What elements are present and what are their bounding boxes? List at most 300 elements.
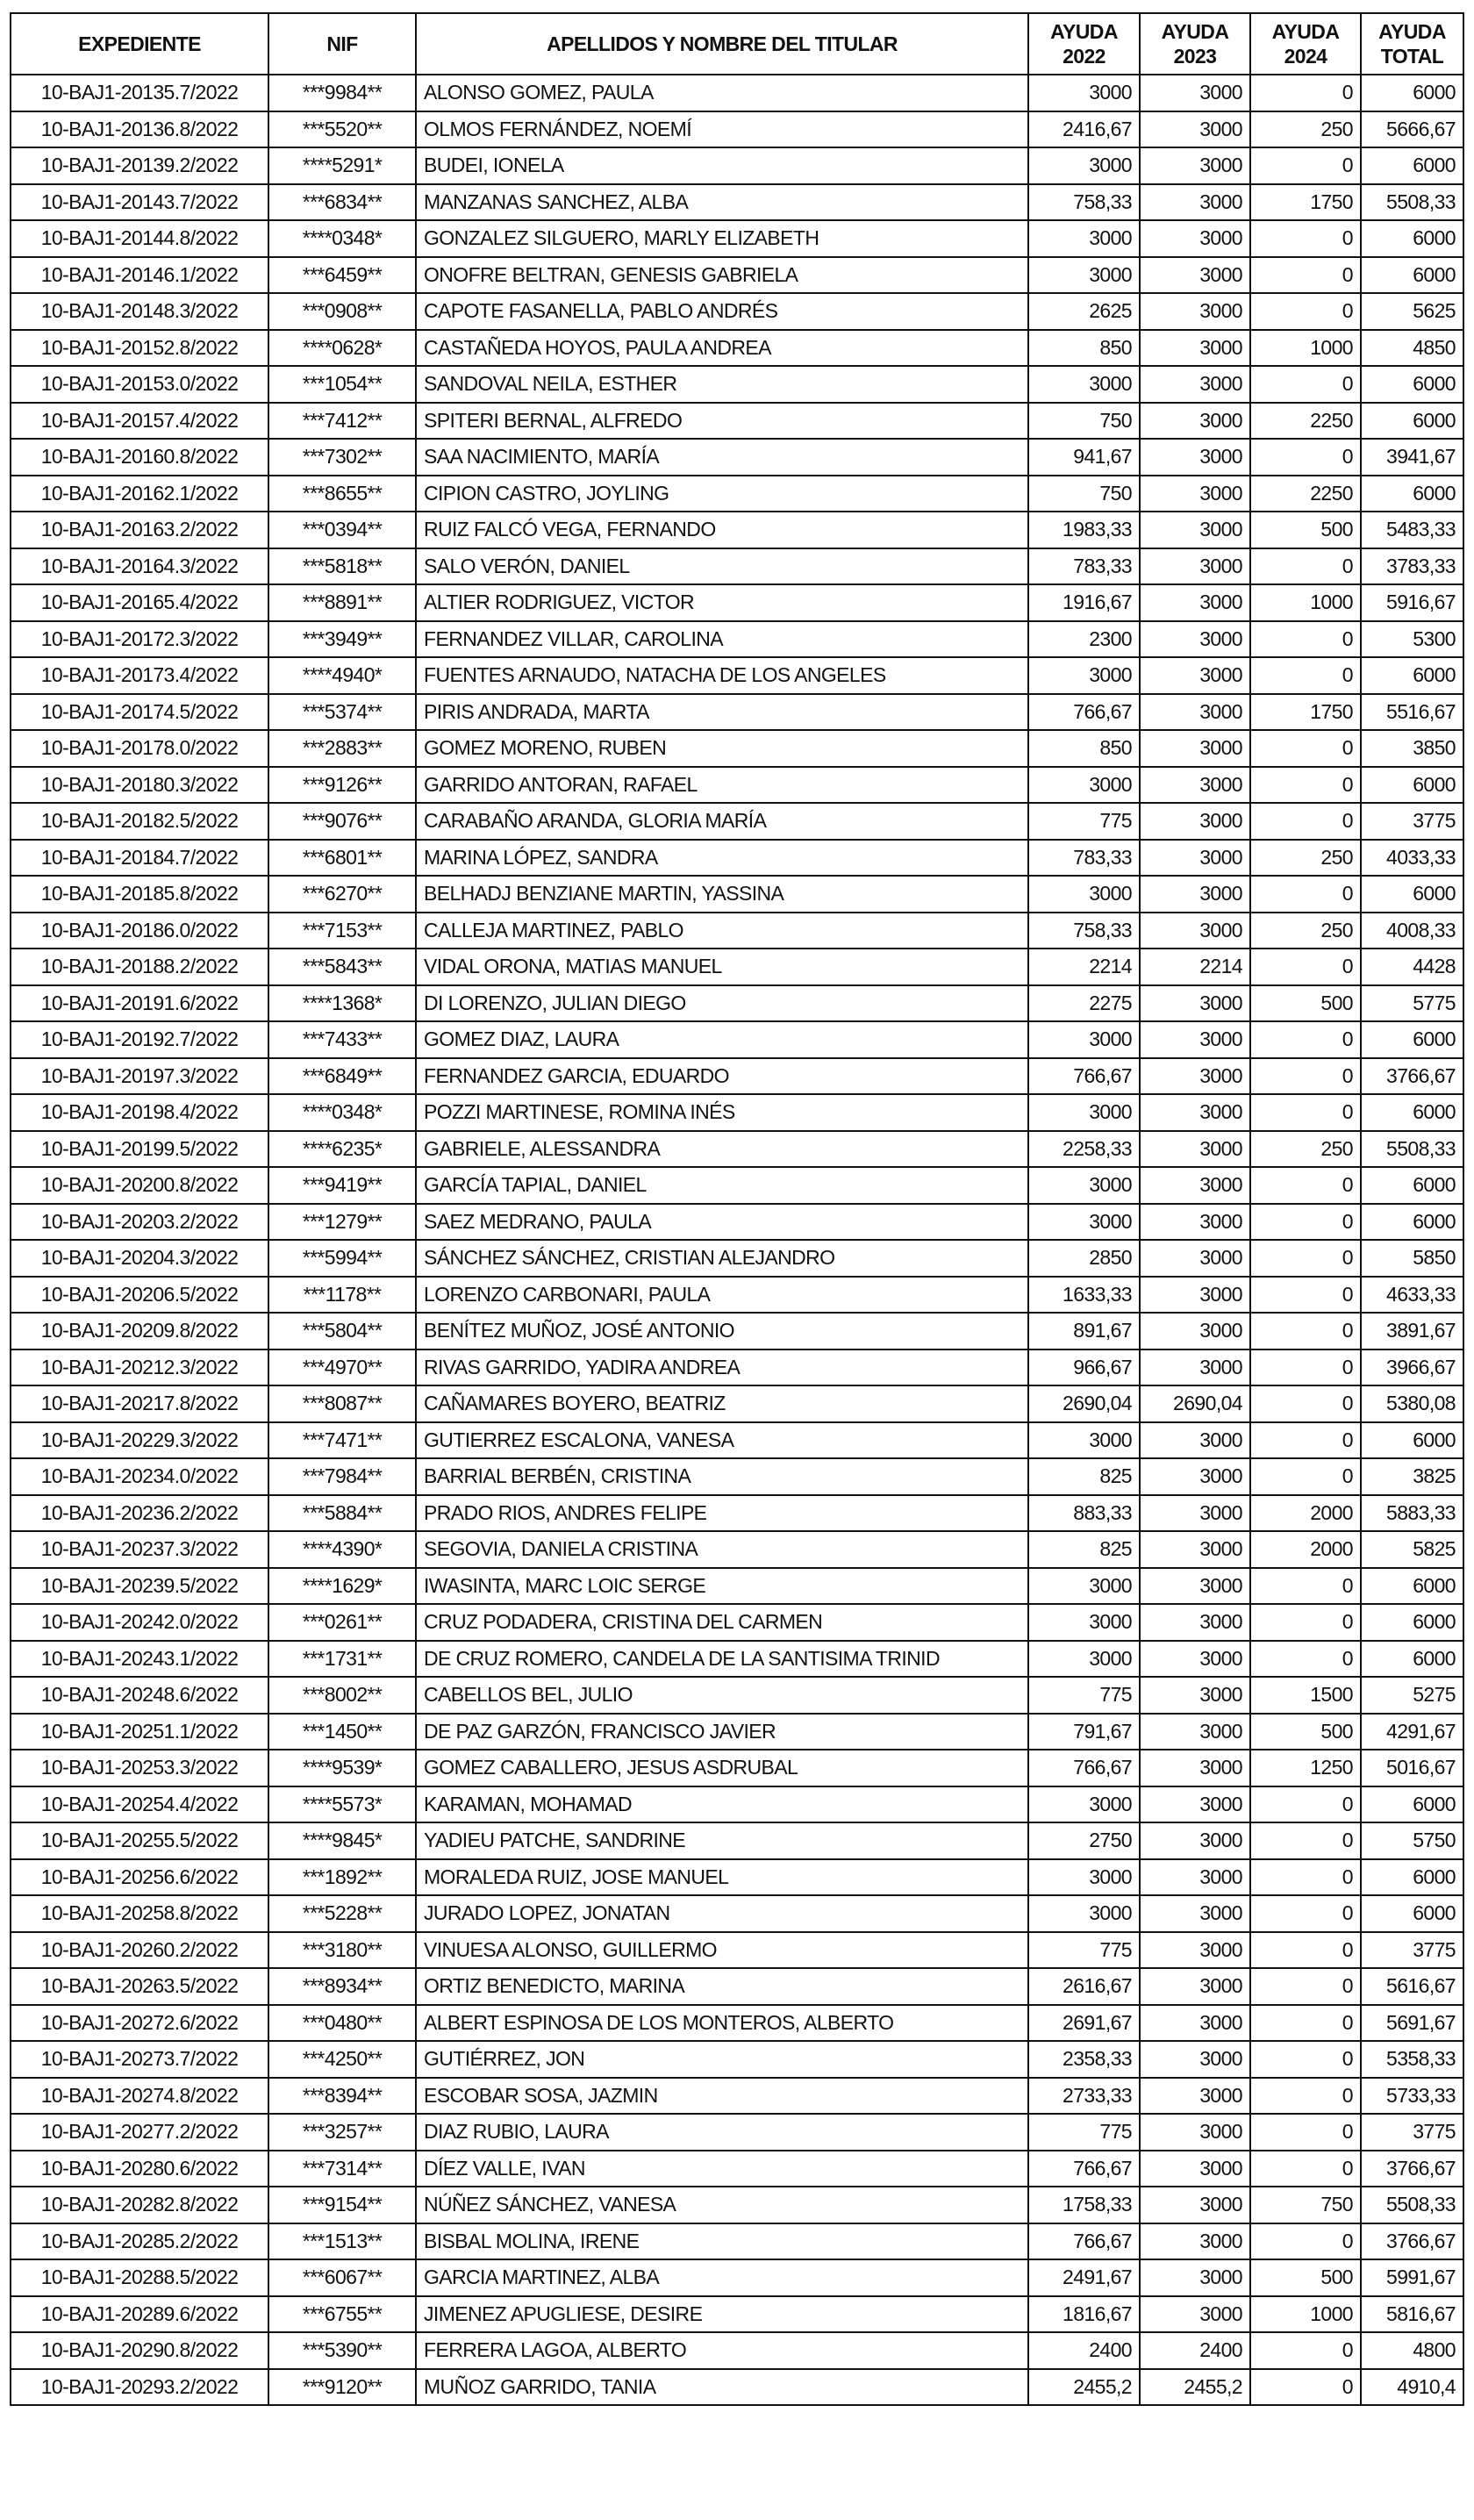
expediente-cell: 10-BAJ1-20234.0/2022 [11,1458,268,1495]
ayuda-total-cell: 5666,67 [1361,111,1463,148]
titular-cell: SANDOVAL NEILA, ESTHER [416,366,1028,403]
header-label: AYUDA [1161,20,1229,43]
header-titular: APELLIDOS Y NOMBRE DEL TITULAR [416,13,1028,75]
nif-cell: ***6067** [268,2259,416,2296]
titular-cell: YADIEU PATCHE, SANDRINE [416,1822,1028,1859]
nif-cell: ***9984** [268,75,416,111]
expediente-cell: 10-BAJ1-20274.8/2022 [11,2078,268,2115]
ayuda-total-cell: 6000 [1361,1786,1463,1823]
ayuda-2024-cell: 0 [1250,1822,1361,1859]
titular-cell: ALONSO GOMEZ, PAULA [416,75,1028,111]
ayuda-2022-cell: 3000 [1028,366,1140,403]
ayuda-2023-cell: 3000 [1140,1131,1250,1168]
header-ayuda-2023 [1140,13,1250,75]
expediente-cell: 10-BAJ1-20180.3/2022 [11,767,268,804]
table-row [11,1495,1463,1532]
nif-cell: ***6270** [268,876,416,913]
ayuda-2024-cell: 0 [1250,657,1361,694]
ayuda-2022-cell: 1916,67 [1028,584,1140,621]
table-row [11,767,1463,804]
ayuda-2023-cell: 3000 [1140,2296,1250,2333]
ayuda-2024-cell: 0 [1250,366,1361,403]
ayuda-2024-cell: 0 [1250,1422,1361,1459]
ayuda-2024-cell: 0 [1250,1641,1361,1678]
table-row [11,512,1463,548]
ayuda-2024-cell: 2250 [1250,476,1361,512]
titular-cell: PRADO RIOS, ANDRES FELIPE [416,1495,1028,1532]
ayuda-2023-cell: 3000 [1140,803,1250,840]
ayuda-total-cell: 5508,33 [1361,1131,1463,1168]
ayuda-total-cell: 5380,08 [1361,1385,1463,1422]
table-row [11,1458,1463,1495]
ayuda-2022-cell: 1816,67 [1028,2296,1140,2333]
expediente-cell: 10-BAJ1-20146.1/2022 [11,257,268,294]
expediente-cell: 10-BAJ1-20243.1/2022 [11,1641,268,1678]
ayuda-2024-cell: 0 [1250,2005,1361,2042]
ayuda-2024-cell: 1000 [1250,2296,1361,2333]
header-expediente: EXPEDIENTE [11,13,268,75]
ayuda-2023-cell: 3000 [1140,1568,1250,1605]
ayuda-total-cell: 5691,67 [1361,2005,1463,2042]
table-row [11,1859,1463,1896]
table-row [11,1714,1463,1750]
table-row [11,1786,1463,1823]
expediente-cell: 10-BAJ1-20239.5/2022 [11,1568,268,1605]
ayuda-total-cell: 5016,67 [1361,1750,1463,1786]
titular-cell: FERRERA LAGOA, ALBERTO [416,2332,1028,2369]
titular-cell: CARABAÑO ARANDA, GLORIA MARÍA [416,803,1028,840]
table-row [11,1277,1463,1314]
ayuda-2024-cell: 2000 [1250,1531,1361,1568]
ayuda-2023-cell: 3000 [1140,2078,1250,2115]
table-row [11,75,1463,111]
nif-cell: ***6801** [268,840,416,877]
expediente-cell: 10-BAJ1-20153.0/2022 [11,366,268,403]
ayuda-2023-cell: 3000 [1140,1604,1250,1641]
ayuda-total-cell: 6000 [1361,1422,1463,1459]
titular-cell: CIPION CASTRO, JOYLING [416,476,1028,512]
expediente-cell: 10-BAJ1-20197.3/2022 [11,1058,268,1095]
ayuda-2023-cell: 3000 [1140,220,1250,257]
table-row [11,1677,1463,1714]
header-year: 2023 [1173,45,1217,68]
expediente-cell: 10-BAJ1-20272.6/2022 [11,2005,268,2042]
titular-cell: ALBERT ESPINOSA DE LOS MONTEROS, ALBERTO [416,2005,1028,2042]
titular-cell: GARCIA MARTINEZ, ALBA [416,2259,1028,2296]
nif-cell: ***4250** [268,2041,416,2078]
table-row [11,1313,1463,1349]
ayuda-2023-cell: 3000 [1140,1750,1250,1786]
nif-cell: ****1629* [268,1568,416,1605]
ayuda-2022-cell: 3000 [1028,1167,1140,1204]
titular-cell: SÁNCHEZ SÁNCHEZ, CRISTIAN ALEJANDRO [416,1240,1028,1277]
ayuda-total-cell: 6000 [1361,1568,1463,1605]
ayuda-2022-cell: 3000 [1028,147,1140,184]
ayuda-total-cell: 4291,67 [1361,1714,1463,1750]
titular-cell: SAA NACIMIENTO, MARÍA [416,439,1028,476]
expediente-cell: 10-BAJ1-20229.3/2022 [11,1422,268,1459]
ayuda-total-cell: 6000 [1361,1094,1463,1131]
titular-cell: FERNANDEZ GARCIA, EDUARDO [416,1058,1028,1095]
nif-cell: ***6834** [268,184,416,221]
ayuda-2022-cell: 2258,33 [1028,1131,1140,1168]
ayuda-2023-cell: 3000 [1140,439,1250,476]
ayuda-2024-cell: 0 [1250,1167,1361,1204]
ayuda-2022-cell: 766,67 [1028,2223,1140,2260]
ayuda-2023-cell: 3000 [1140,1313,1250,1349]
nif-cell: ****4940* [268,657,416,694]
ayuda-2022-cell: 3000 [1028,767,1140,804]
ayuda-2022-cell: 775 [1028,803,1140,840]
ayuda-2023-cell: 2455,2 [1140,2369,1250,2406]
titular-cell: RIVAS GARRIDO, YADIRA ANDREA [416,1349,1028,1386]
titular-cell: SAEZ MEDRANO, PAULA [416,1204,1028,1241]
ayuda-2023-cell: 3000 [1140,403,1250,440]
ayuda-total-cell: 5516,67 [1361,694,1463,731]
ayuda-2022-cell: 3000 [1028,1568,1140,1605]
ayuda-2023-cell: 3000 [1140,1495,1250,1532]
nif-cell: ***5884** [268,1495,416,1532]
nif-cell: ****9845* [268,1822,416,1859]
expediente-cell: 10-BAJ1-20277.2/2022 [11,2114,268,2151]
table-row [11,657,1463,694]
titular-cell: SALO VERÓN, DANIEL [416,548,1028,585]
titular-cell: MUÑOZ GARRIDO, TANIA [416,2369,1028,2406]
nif-cell: ***5374** [268,694,416,731]
titular-cell: GUTIÉRREZ, JON [416,2041,1028,2078]
ayuda-2022-cell: 775 [1028,2114,1140,2151]
ayuda-2023-cell: 3000 [1140,366,1250,403]
table-row [11,293,1463,330]
table-row [11,1385,1463,1422]
ayuda-2022-cell: 758,33 [1028,913,1140,949]
ayuda-2024-cell: 250 [1250,913,1361,949]
ayuda-2022-cell: 2691,67 [1028,2005,1140,2042]
titular-cell: NÚÑEZ SÁNCHEZ, VANESA [416,2187,1028,2223]
nif-cell: ***9076** [268,803,416,840]
ayuda-2023-cell: 3000 [1140,293,1250,330]
ayuda-2024-cell: 2250 [1250,403,1361,440]
ayuda-2023-cell: 3000 [1140,657,1250,694]
expediente-cell: 10-BAJ1-20157.4/2022 [11,403,268,440]
table-row [11,1167,1463,1204]
table-row [11,184,1463,221]
titular-cell: MANZANAS SANCHEZ, ALBA [416,184,1028,221]
nif-cell: ****0348* [268,1094,416,1131]
ayuda-total-cell: 3941,67 [1361,439,1463,476]
expediente-cell: 10-BAJ1-20139.2/2022 [11,147,268,184]
ayuda-2024-cell: 0 [1250,1786,1361,1823]
ayuda-2023-cell: 3000 [1140,512,1250,548]
ayuda-2023-cell: 3000 [1140,1458,1250,1495]
ayuda-2022-cell: 2491,67 [1028,2259,1140,2296]
ayuda-2022-cell: 2455,2 [1028,2369,1140,2406]
ayuda-2024-cell: 0 [1250,1385,1361,1422]
header-ayuda-total [1361,13,1463,75]
ayuda-2024-cell: 0 [1250,803,1361,840]
ayuda-2024-cell: 0 [1250,1568,1361,1605]
expediente-cell: 10-BAJ1-20162.1/2022 [11,476,268,512]
nif-cell: ***7153** [268,913,416,949]
ayuda-2023-cell: 3000 [1140,1422,1250,1459]
titular-cell: JURADO LOPEZ, JONATAN [416,1895,1028,1932]
ayuda-2022-cell: 3000 [1028,1094,1140,1131]
ayuda-2024-cell: 0 [1250,257,1361,294]
ayuda-total-cell: 4008,33 [1361,913,1463,949]
ayuda-2023-cell: 3000 [1140,767,1250,804]
ayuda-2023-cell: 3000 [1140,1822,1250,1859]
expediente-cell: 10-BAJ1-20152.8/2022 [11,330,268,367]
expediente-cell: 10-BAJ1-20165.4/2022 [11,584,268,621]
ayuda-total-cell: 3775 [1361,1932,1463,1969]
ayuda-total-cell: 6000 [1361,403,1463,440]
ayuda-2022-cell: 3000 [1028,1422,1140,1459]
expediente-cell: 10-BAJ1-20191.6/2022 [11,985,268,1022]
ayuda-2022-cell: 750 [1028,403,1140,440]
ayuda-2022-cell: 791,67 [1028,1714,1140,1750]
titular-cell: PIRIS ANDRADA, MARTA [416,694,1028,731]
ayuda-2022-cell: 850 [1028,730,1140,767]
ayuda-2022-cell: 2733,33 [1028,2078,1140,2115]
ayuda-2023-cell: 2214 [1140,949,1250,985]
ayuda-total-cell: 3850 [1361,730,1463,767]
table-row [11,2005,1463,2042]
titular-cell: ESCOBAR SOSA, JAZMIN [416,2078,1028,2115]
ayuda-total-cell: 5508,33 [1361,2187,1463,2223]
titular-cell: CALLEJA MARTINEZ, PABLO [416,913,1028,949]
expediente-cell: 10-BAJ1-20174.5/2022 [11,694,268,731]
titular-cell: GUTIERREZ ESCALONA, VANESA [416,1422,1028,1459]
header-label: AYUDA [1050,20,1118,43]
expediente-cell: 10-BAJ1-20209.8/2022 [11,1313,268,1349]
beneficiaries-table [10,12,1464,2406]
titular-cell: CASTAÑEDA HOYOS, PAULA ANDREA [416,330,1028,367]
ayuda-2024-cell: 0 [1250,1604,1361,1641]
ayuda-2022-cell: 850 [1028,330,1140,367]
nif-cell: ***1450** [268,1714,416,1750]
ayuda-2022-cell: 891,67 [1028,1313,1140,1349]
titular-cell: VIDAL ORONA, MATIAS MANUEL [416,949,1028,985]
expediente-cell: 10-BAJ1-20206.5/2022 [11,1277,268,1314]
ayuda-2024-cell: 500 [1250,1714,1361,1750]
titular-cell: KARAMAN, MOHAMAD [416,1786,1028,1823]
ayuda-2022-cell: 825 [1028,1531,1140,1568]
expediente-cell: 10-BAJ1-20254.4/2022 [11,1786,268,1823]
ayuda-2023-cell: 3000 [1140,111,1250,148]
ayuda-2024-cell: 0 [1250,1895,1361,1932]
titular-cell: GOMEZ CABALLERO, JESUS ASDRUBAL [416,1750,1028,1786]
header-label: AYUDA [1271,20,1340,43]
ayuda-2023-cell: 2690,04 [1140,1385,1250,1422]
ayuda-2024-cell: 250 [1250,111,1361,148]
table-row [11,147,1463,184]
ayuda-2024-cell: 0 [1250,2041,1361,2078]
table-row [11,949,1463,985]
ayuda-2024-cell: 0 [1250,1968,1361,2005]
titular-cell: GOMEZ MORENO, RUBEN [416,730,1028,767]
ayuda-2024-cell: 1000 [1250,330,1361,367]
ayuda-total-cell: 5775 [1361,985,1463,1022]
ayuda-total-cell: 4033,33 [1361,840,1463,877]
ayuda-2022-cell: 3000 [1028,1641,1140,1678]
nif-cell: ***7302** [268,439,416,476]
ayuda-2024-cell: 250 [1250,840,1361,877]
expediente-cell: 10-BAJ1-20204.3/2022 [11,1240,268,1277]
table-row [11,621,1463,658]
ayuda-2023-cell: 3000 [1140,1058,1250,1095]
table-row [11,730,1463,767]
ayuda-2024-cell: 0 [1250,439,1361,476]
table-row [11,1240,1463,1277]
expediente-cell: 10-BAJ1-20237.3/2022 [11,1531,268,1568]
ayuda-2024-cell: 0 [1250,949,1361,985]
nif-cell: ***9154** [268,2187,416,2223]
table-row [11,1021,1463,1058]
titular-cell: GARCÍA TAPIAL, DANIEL [416,1167,1028,1204]
expediente-cell: 10-BAJ1-20198.4/2022 [11,1094,268,1131]
ayuda-total-cell: 5916,67 [1361,584,1463,621]
ayuda-2022-cell: 3000 [1028,657,1140,694]
header-ayuda-2022 [1028,13,1140,75]
ayuda-2023-cell: 3000 [1140,1204,1250,1241]
ayuda-2022-cell: 2214 [1028,949,1140,985]
ayuda-2022-cell: 750 [1028,476,1140,512]
expediente-cell: 10-BAJ1-20260.2/2022 [11,1932,268,1969]
expediente-cell: 10-BAJ1-20289.6/2022 [11,2296,268,2333]
ayuda-2023-cell: 3000 [1140,985,1250,1022]
ayuda-2024-cell: 0 [1250,548,1361,585]
ayuda-2023-cell: 3000 [1140,694,1250,731]
expediente-cell: 10-BAJ1-20135.7/2022 [11,75,268,111]
ayuda-2024-cell: 0 [1250,1204,1361,1241]
ayuda-2024-cell: 0 [1250,730,1361,767]
expediente-cell: 10-BAJ1-20199.5/2022 [11,1131,268,1168]
ayuda-2022-cell: 3000 [1028,876,1140,913]
nif-cell: ***6755** [268,2296,416,2333]
ayuda-2024-cell: 0 [1250,2078,1361,2115]
nif-cell: ***6849** [268,1058,416,1095]
expediente-cell: 10-BAJ1-20203.2/2022 [11,1204,268,1241]
ayuda-total-cell: 5616,67 [1361,1968,1463,2005]
ayuda-2022-cell: 2750 [1028,1822,1140,1859]
ayuda-total-cell: 6000 [1361,220,1463,257]
table-row [11,2223,1463,2260]
ayuda-2022-cell: 766,67 [1028,1750,1140,1786]
nif-cell: ***8087** [268,1385,416,1422]
ayuda-total-cell: 5991,67 [1361,2259,1463,2296]
ayuda-2024-cell: 0 [1250,75,1361,111]
nif-cell: ***1892** [268,1859,416,1896]
table-row [11,1968,1463,2005]
table-row [11,1895,1463,1932]
ayuda-2022-cell: 825 [1028,1458,1140,1495]
ayuda-2022-cell: 758,33 [1028,184,1140,221]
ayuda-total-cell: 3766,67 [1361,2151,1463,2187]
nif-cell: ***8002** [268,1677,416,1714]
nif-cell: ***7433** [268,1021,416,1058]
table-row [11,2041,1463,2078]
titular-cell: FUENTES ARNAUDO, NATACHA DE LOS ANGELES [416,657,1028,694]
ayuda-2022-cell: 1758,33 [1028,2187,1140,2223]
nif-cell: ***8891** [268,584,416,621]
ayuda-2024-cell: 1500 [1250,1677,1361,1714]
titular-cell: LORENZO CARBONARI, PAULA [416,1277,1028,1314]
expediente-cell: 10-BAJ1-20290.8/2022 [11,2332,268,2369]
expediente-cell: 10-BAJ1-20192.7/2022 [11,1021,268,1058]
titular-cell: BARRIAL BERBÉN, CRISTINA [416,1458,1028,1495]
ayuda-2022-cell: 3000 [1028,75,1140,111]
ayuda-2024-cell: 0 [1250,1094,1361,1131]
ayuda-total-cell: 5358,33 [1361,2041,1463,2078]
titular-cell: ALTIER RODRIGUEZ, VICTOR [416,584,1028,621]
expediente-cell: 10-BAJ1-20163.2/2022 [11,512,268,548]
ayuda-2022-cell: 2358,33 [1028,2041,1140,2078]
titular-cell: DE CRUZ ROMERO, CANDELA DE LA SANTISIMA TRINID [416,1641,1028,1678]
nif-cell: ****4390* [268,1531,416,1568]
expediente-cell: 10-BAJ1-20273.7/2022 [11,2041,268,2078]
ayuda-2024-cell: 0 [1250,220,1361,257]
expediente-cell: 10-BAJ1-20248.6/2022 [11,1677,268,1714]
nif-cell: ***5804** [268,1313,416,1349]
ayuda-total-cell: 6000 [1361,476,1463,512]
titular-cell: POZZI MARTINESE, ROMINA INÉS [416,1094,1028,1131]
ayuda-2023-cell: 3000 [1140,548,1250,585]
ayuda-2024-cell: 0 [1250,1932,1361,1969]
nif-cell: ***3949** [268,621,416,658]
titular-cell: RUIZ FALCÓ VEGA, FERNANDO [416,512,1028,548]
ayuda-total-cell: 6000 [1361,1167,1463,1204]
expediente-cell: 10-BAJ1-20164.3/2022 [11,548,268,585]
header-label: AYUDA [1378,20,1446,43]
ayuda-2024-cell: 0 [1250,1240,1361,1277]
ayuda-2024-cell: 0 [1250,1277,1361,1314]
ayuda-total-cell: 6000 [1361,1641,1463,1678]
ayuda-2023-cell: 3000 [1140,840,1250,877]
ayuda-2022-cell: 775 [1028,1932,1140,1969]
titular-cell: GABRIELE, ALESSANDRA [416,1131,1028,1168]
expediente-cell: 10-BAJ1-20184.7/2022 [11,840,268,877]
titular-cell: OLMOS FERNÁNDEZ, NOEMÍ [416,111,1028,148]
ayuda-total-cell: 5850 [1361,1240,1463,1277]
nif-cell: ****0348* [268,220,416,257]
ayuda-total-cell: 5275 [1361,1677,1463,1714]
ayuda-2022-cell: 966,67 [1028,1349,1140,1386]
ayuda-2023-cell: 3000 [1140,1714,1250,1750]
ayuda-2022-cell: 941,67 [1028,439,1140,476]
ayuda-2023-cell: 3000 [1140,2259,1250,2296]
ayuda-2022-cell: 3000 [1028,1604,1140,1641]
expediente-cell: 10-BAJ1-20256.6/2022 [11,1859,268,1896]
table-row [11,694,1463,731]
ayuda-total-cell: 6000 [1361,366,1463,403]
nif-cell: ***5520** [268,111,416,148]
table-row [11,2369,1463,2406]
ayuda-2024-cell: 500 [1250,985,1361,1022]
nif-cell: ***6459** [268,257,416,294]
ayuda-total-cell: 4800 [1361,2332,1463,2369]
ayuda-2024-cell: 0 [1250,1021,1361,1058]
nif-cell: ****9539* [268,1750,416,1786]
ayuda-2022-cell: 3000 [1028,220,1140,257]
ayuda-2023-cell: 3000 [1140,1531,1250,1568]
expediente-cell: 10-BAJ1-20293.2/2022 [11,2369,268,2406]
titular-cell: IWASINTA, MARC LOIC SERGE [416,1568,1028,1605]
ayuda-2023-cell: 3000 [1140,1677,1250,1714]
expediente-cell: 10-BAJ1-20172.3/2022 [11,621,268,658]
ayuda-2022-cell: 766,67 [1028,1058,1140,1095]
expediente-cell: 10-BAJ1-20285.2/2022 [11,2223,268,2260]
ayuda-2023-cell: 3000 [1140,1094,1250,1131]
